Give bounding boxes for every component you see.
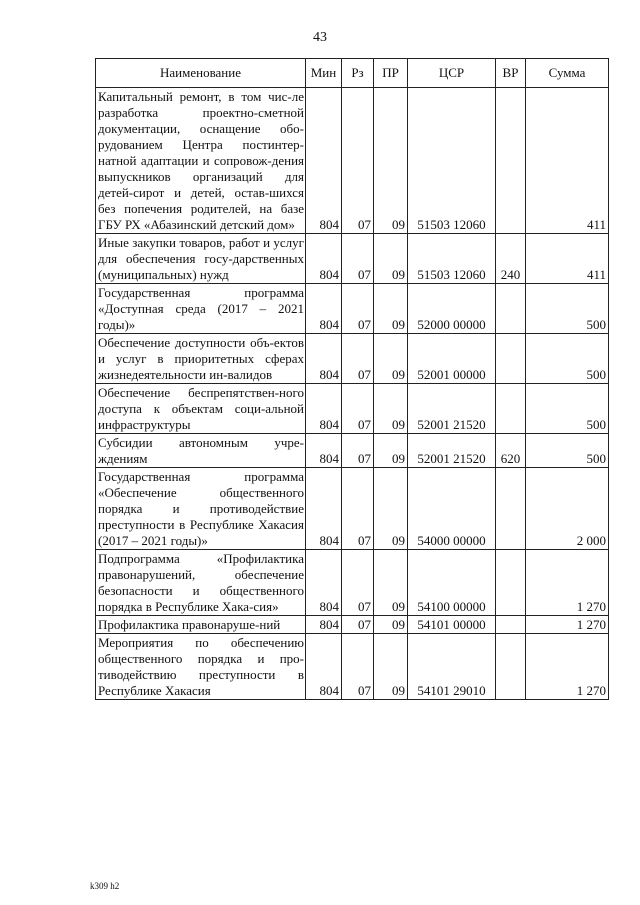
row-min: 804 [306, 284, 342, 334]
row-csr: 54000 00000 [408, 468, 496, 550]
row-name: Мероприятия по обеспечению общественного порядка и про-тиводействию преступности в Республике Хакасия [96, 634, 306, 700]
row-rz: 07 [342, 384, 374, 434]
row-name: Обеспечение доступности объ-ектов и услуг в приоритетных сферах жизнедеятельности ин-валидов [96, 334, 306, 384]
row-vr [496, 334, 526, 384]
row-rz: 07 [342, 434, 374, 468]
row-sum: 411 [526, 88, 609, 234]
header-row [96, 59, 609, 88]
row-name: Государственная программа «Обеспечение общественного порядка и противодействие преступности в Республике Хакасия (2017 – 2021 годы)» [96, 468, 306, 550]
row-sum: 1 270 [526, 550, 609, 616]
row-name: Обеспечение беспрепятствен-ного доступа к объектам соци-альной инфраструктуры [96, 384, 306, 434]
row-rz: 07 [342, 550, 374, 616]
table-row [96, 434, 609, 468]
row-pr: 09 [374, 634, 408, 700]
row-csr: 52001 21520 [408, 434, 496, 468]
row-csr: 51503 12060 [408, 234, 496, 284]
row-vr [496, 468, 526, 550]
row-min: 804 [306, 616, 342, 634]
row-rz: 07 [342, 88, 374, 234]
row-csr: 54100 00000 [408, 550, 496, 616]
table-row [96, 616, 609, 634]
row-min: 804 [306, 434, 342, 468]
row-sum: 1 270 [526, 616, 609, 634]
row-rz: 07 [342, 616, 374, 634]
row-sum: 500 [526, 434, 609, 468]
row-sum: 411 [526, 234, 609, 284]
row-csr: 54101 00000 [408, 616, 496, 634]
row-pr: 09 [374, 434, 408, 468]
table-row [96, 284, 609, 334]
row-min: 804 [306, 468, 342, 550]
row-vr [496, 88, 526, 234]
table-row [96, 550, 609, 616]
row-name: Субсидии автономным учре-ждениям [96, 434, 306, 468]
row-min: 804 [306, 634, 342, 700]
table-row [96, 468, 609, 550]
row-pr: 09 [374, 234, 408, 284]
row-sum: 500 [526, 334, 609, 384]
header-vr: ВР [496, 59, 526, 88]
row-min: 804 [306, 550, 342, 616]
row-min: 804 [306, 88, 342, 234]
row-csr: 51503 12060 [408, 88, 496, 234]
row-name: Подпрограмма «Профилактика правонарушений, обеспечение безопасности и общественного порядка в Республике Хака-сия» [96, 550, 306, 616]
row-vr [496, 284, 526, 334]
row-csr: 52001 21520 [408, 384, 496, 434]
header-rz: Рз [342, 59, 374, 88]
row-sum: 2 000 [526, 468, 609, 550]
header-sum: Сумма [526, 59, 609, 88]
row-pr: 09 [374, 550, 408, 616]
row-pr: 09 [374, 88, 408, 234]
row-vr [496, 550, 526, 616]
row-name: Профилактика правонаруше-ний [96, 616, 306, 634]
row-pr: 09 [374, 284, 408, 334]
table-row [96, 334, 609, 384]
row-sum: 500 [526, 284, 609, 334]
row-vr [496, 616, 526, 634]
header-pr: ПР [374, 59, 408, 88]
row-rz: 07 [342, 634, 374, 700]
row-vr [496, 384, 526, 434]
row-pr: 09 [374, 384, 408, 434]
header-min: Мин [306, 59, 342, 88]
row-name: Капитальный ремонт, в том чис-ле разработка проектно-сметной документации, оснащение обо-рудованием Центра постинтер-натной адаптации и сопровож-дения выпускников организаций для детей-сирот и детей, остав-шихся без попечения родителей, на базе ГБУ РХ «Абазинский детский дом» [96, 88, 306, 234]
row-csr: 54101 29010 [408, 634, 496, 700]
row-pr: 09 [374, 468, 408, 550]
table-row [96, 384, 609, 434]
header-name: Наименование [96, 59, 306, 88]
page-number: 43 [313, 30, 327, 45]
row-rz: 07 [342, 284, 374, 334]
row-rz: 07 [342, 334, 374, 384]
footer-code: k309 h2 [90, 881, 120, 891]
row-vr: 620 [496, 434, 526, 468]
table-row [96, 234, 609, 284]
row-csr: 52001 00000 [408, 334, 496, 384]
row-rz: 07 [342, 468, 374, 550]
row-pr: 09 [374, 616, 408, 634]
header-csr: ЦСР [408, 59, 496, 88]
table-row [96, 634, 609, 700]
row-pr: 09 [374, 334, 408, 384]
row-sum: 1 270 [526, 634, 609, 700]
row-csr: 52000 00000 [408, 284, 496, 334]
row-sum: 500 [526, 384, 609, 434]
table-row [96, 88, 609, 234]
row-min: 804 [306, 384, 342, 434]
row-min: 804 [306, 334, 342, 384]
row-vr [496, 634, 526, 700]
row-name: Государственная программа «Доступная среда (2017 – 2021 годы)» [96, 284, 306, 334]
row-rz: 07 [342, 234, 374, 284]
row-min: 804 [306, 234, 342, 284]
row-vr: 240 [496, 234, 526, 284]
row-name: Иные закупки товаров, работ и услуг для обеспечения госу-дарственных (муниципальных) нужд [96, 234, 306, 284]
budget-table [95, 58, 609, 700]
